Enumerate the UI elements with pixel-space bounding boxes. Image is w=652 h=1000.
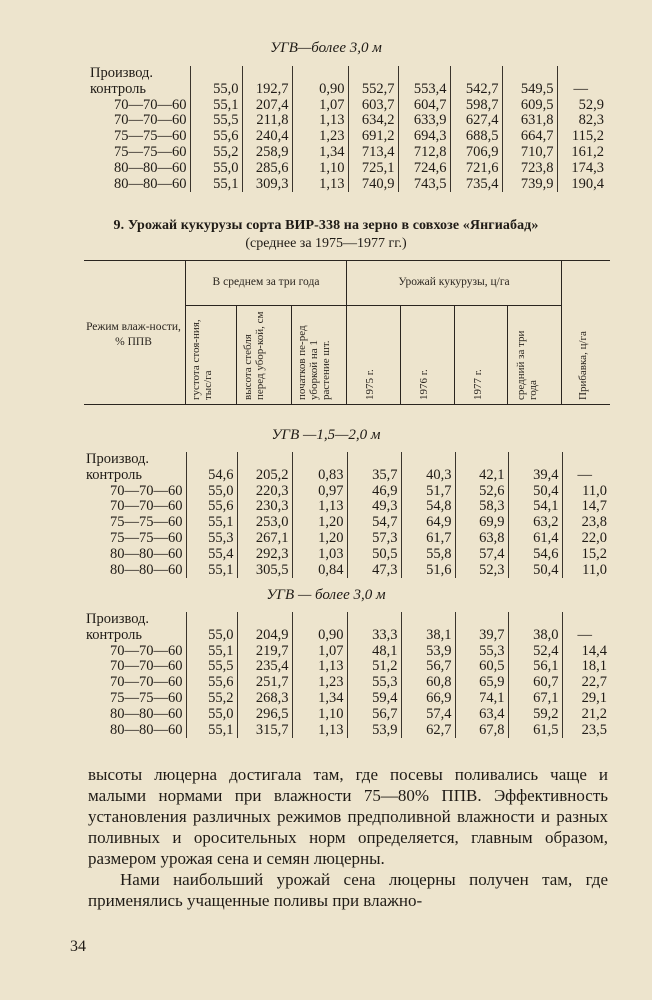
table-cell: 604,7 xyxy=(398,98,450,114)
table-cell: 743,5 xyxy=(398,177,450,193)
table-cell: 1,07 xyxy=(292,98,348,114)
table-cell: 1,03 xyxy=(292,547,347,563)
table-cell: 51,6 xyxy=(401,563,455,579)
row-label: 80—80—60 xyxy=(110,705,183,722)
table-row xyxy=(86,547,610,563)
table-cell: 55,1 xyxy=(186,563,237,579)
table-cell: 55,4 xyxy=(186,547,237,563)
table-row xyxy=(90,177,607,193)
table-cell: 66,9 xyxy=(401,691,455,707)
table-cell: 49,3 xyxy=(347,499,401,515)
table-cell: 691,2 xyxy=(348,129,398,145)
table-row xyxy=(86,628,610,644)
header-divider xyxy=(291,305,292,404)
empty-cell xyxy=(292,452,347,468)
table-row xyxy=(86,484,610,500)
table-row xyxy=(90,161,607,177)
header-group-avg: В среднем за три года xyxy=(212,276,320,288)
table-cell: 62,7 xyxy=(401,723,455,739)
table-row xyxy=(90,145,607,161)
table-cell: 51,7 xyxy=(401,484,455,500)
table-cell: 1,20 xyxy=(292,531,347,547)
row-label: 80—80—60 xyxy=(114,159,187,176)
header-divider xyxy=(400,305,401,404)
empty-cell xyxy=(562,452,610,468)
table-row xyxy=(86,499,610,515)
row-label: 70—70—60 xyxy=(110,482,183,499)
table-cell: 55,0 xyxy=(186,628,237,644)
table-cell: 55,1 xyxy=(186,723,237,739)
table-cell: 55,0 xyxy=(186,484,237,500)
table-cell: — xyxy=(557,82,607,98)
table-cell: 268,3 xyxy=(237,691,292,707)
table9-section-b xyxy=(86,612,610,738)
table-cell: 74,1 xyxy=(455,691,508,707)
table-cell: 42,1 xyxy=(455,468,508,484)
table-cell: 285,6 xyxy=(242,161,292,177)
table-cell: 59,4 xyxy=(347,691,401,707)
table-cell: 69,9 xyxy=(455,515,508,531)
header-col-1977: 1977 г. xyxy=(472,369,484,400)
empty-cell xyxy=(186,612,237,628)
table-cell: 55,1 xyxy=(186,515,237,531)
table-cell: 35,7 xyxy=(347,468,401,484)
table-cell: 22,0 xyxy=(562,531,610,547)
table-cell: 55,0 xyxy=(190,161,242,177)
table-cell: 0,90 xyxy=(292,82,348,98)
table9-section-a xyxy=(86,452,610,578)
row-label: 70—70—60 xyxy=(110,498,183,515)
row-label: 80—80—60 xyxy=(114,175,187,192)
table-cell: 48,1 xyxy=(347,644,401,660)
table-cell: 52,3 xyxy=(455,563,508,579)
empty-cell xyxy=(242,66,292,82)
table-cell: 0,90 xyxy=(292,628,347,644)
table-cell: 55,5 xyxy=(186,659,237,675)
header-divider xyxy=(507,305,508,404)
table-cell: 60,8 xyxy=(401,675,455,691)
table-cell: 634,2 xyxy=(348,113,398,129)
table-cell: 664,7 xyxy=(502,129,557,145)
table-cell: 56,7 xyxy=(401,659,455,675)
table-cell: 55,3 xyxy=(455,644,508,660)
empty-cell xyxy=(398,66,450,82)
table-cell: 56,1 xyxy=(508,659,562,675)
table-cell: 59,2 xyxy=(508,707,562,723)
table-cell: 60,5 xyxy=(455,659,508,675)
empty-cell xyxy=(508,452,562,468)
table-cell: 47,3 xyxy=(347,563,401,579)
header-divider xyxy=(454,305,455,404)
empty-cell xyxy=(401,452,455,468)
row-label: контроль xyxy=(86,626,142,643)
row-label: 75—75—60 xyxy=(114,143,187,160)
table-cell: 627,4 xyxy=(450,113,502,129)
table-cell: 204,9 xyxy=(237,628,292,644)
empty-cell xyxy=(450,66,502,82)
table-cell: 553,4 xyxy=(398,82,450,98)
header-col-height: высота стебля перед убор-кой, см xyxy=(242,311,266,400)
table-cell: 315,7 xyxy=(237,723,292,739)
table-cell: 724,6 xyxy=(398,161,450,177)
empty-cell xyxy=(292,66,348,82)
table-cell: 55,3 xyxy=(186,531,237,547)
table-cell: 688,5 xyxy=(450,129,502,145)
table-cell: 61,7 xyxy=(401,531,455,547)
table-cell: 55,0 xyxy=(190,82,242,98)
table-row xyxy=(86,452,610,468)
table-cell: 57,3 xyxy=(347,531,401,547)
table-cell: 11,0 xyxy=(562,563,610,579)
table-cell: 598,7 xyxy=(450,98,502,114)
table-cell: 54,1 xyxy=(508,499,562,515)
table-cell: 46,9 xyxy=(347,484,401,500)
table-cell: 82,3 xyxy=(557,113,607,129)
row-label: 80—80—60 xyxy=(110,545,183,562)
empty-cell xyxy=(401,612,455,628)
table-cell: 251,7 xyxy=(237,675,292,691)
empty-cell xyxy=(455,452,508,468)
table-cell: 52,9 xyxy=(557,98,607,114)
table-row xyxy=(86,723,610,739)
table-cell: 63,2 xyxy=(508,515,562,531)
empty-cell xyxy=(348,66,398,82)
table-cell: 609,5 xyxy=(502,98,557,114)
row-label: 70—70—60 xyxy=(110,658,183,675)
paragraph: Нами наибольший урожай сена люцерны получен там, где применялись учащенные поливы при влажно- xyxy=(88,870,608,910)
row-label: Производ. xyxy=(86,451,150,467)
table-cell: 55,2 xyxy=(186,691,237,707)
table-cell: 1,13 xyxy=(292,177,348,193)
table-cell: 735,4 xyxy=(450,177,502,193)
table-cell: 55,5 xyxy=(190,113,242,129)
table-cell: 55,6 xyxy=(186,675,237,691)
table-cell: 710,7 xyxy=(502,145,557,161)
table-cell: 54,6 xyxy=(186,468,237,484)
table-cell: 55,0 xyxy=(186,707,237,723)
table-cell: 61,4 xyxy=(508,531,562,547)
table-cell: 55,8 xyxy=(401,547,455,563)
table-row xyxy=(86,563,610,579)
section1-title: УГВ—более 3,0 м xyxy=(270,40,382,56)
table-cell: 55,1 xyxy=(190,177,242,193)
row-label: 70—70—60 xyxy=(110,642,183,659)
table-cell: 721,6 xyxy=(450,161,502,177)
table-cell: 67,1 xyxy=(508,691,562,707)
header-divider xyxy=(236,305,237,404)
table-cell: 211,8 xyxy=(242,113,292,129)
table-row xyxy=(86,515,610,531)
header-divider xyxy=(346,261,347,404)
table-cell: 64,9 xyxy=(401,515,455,531)
table-cell: 230,3 xyxy=(237,499,292,515)
table9-section-a-title: УГВ —1,5—2,0 м xyxy=(271,427,381,443)
row-label: 80—80—60 xyxy=(110,721,183,738)
row-label: Производ. xyxy=(86,611,150,627)
table-cell: 14,4 xyxy=(562,644,610,660)
table-cell: 542,7 xyxy=(450,82,502,98)
table-cell: 706,9 xyxy=(450,145,502,161)
table-cell: 38,1 xyxy=(401,628,455,644)
row-label: 75—75—60 xyxy=(110,689,183,706)
table-cell: 305,5 xyxy=(237,563,292,579)
header-col-1976: 1976 г. xyxy=(418,369,430,400)
table-cell: 1,10 xyxy=(292,707,347,723)
table-cell: 712,8 xyxy=(398,145,450,161)
table-cell: 258,9 xyxy=(242,145,292,161)
empty-cell xyxy=(237,452,292,468)
table-cell: 15,2 xyxy=(562,547,610,563)
table-cell: 1,34 xyxy=(292,145,348,161)
header-group-yield: Урожай кукурузы, ц/га xyxy=(398,276,510,288)
table-cell: — xyxy=(562,468,610,484)
table-cell: 1,07 xyxy=(292,644,347,660)
header-col-1975: 1975 г. xyxy=(364,369,376,400)
table-cell: 55,1 xyxy=(186,644,237,660)
table-cell: 29,1 xyxy=(562,691,610,707)
table-cell: 52,6 xyxy=(455,484,508,500)
row-label: контроль xyxy=(86,466,142,483)
table-cell: 55,6 xyxy=(186,499,237,515)
table-cell: 40,3 xyxy=(401,468,455,484)
table-cell: 739,9 xyxy=(502,177,557,193)
table-cell: 54,6 xyxy=(508,547,562,563)
row-label: 75—75—60 xyxy=(110,529,183,546)
table-cell: 240,4 xyxy=(242,129,292,145)
table-cell: 1,13 xyxy=(292,659,347,675)
table-cell: 51,2 xyxy=(347,659,401,675)
table-row xyxy=(86,691,610,707)
table-cell: 549,5 xyxy=(502,82,557,98)
table-cell: 1,10 xyxy=(292,161,348,177)
table-cell: 39,7 xyxy=(455,628,508,644)
empty-cell xyxy=(186,452,237,468)
table-cell: 50,5 xyxy=(347,547,401,563)
table-cell: 57,4 xyxy=(401,707,455,723)
header-col-cobs: початков пе-ред уборкой на 1 растение шт. xyxy=(296,325,332,400)
table-cell: 296,5 xyxy=(237,707,292,723)
table9-title: 9. Урожай кукурузы сорта ВИР-338 на зерно в совхозе «Янгиабад» xyxy=(113,218,539,233)
table-cell: 53,9 xyxy=(401,644,455,660)
table-cell: 1,34 xyxy=(292,691,347,707)
paragraph: высоты люцерна достигала там, где посевы поливались чаще и малыми нормами при влажности 75—80% ППВ. Эффективность установления различных режимов предполивной влажности и разных поливных и оросительных норм определяется, главным образом, размером урожая сена и семян люцерны. xyxy=(88,765,608,868)
table-cell: 60,7 xyxy=(508,675,562,691)
table9-section-b-title: УГВ — более 3,0 м xyxy=(266,587,386,603)
table-cell: 190,4 xyxy=(557,177,607,193)
table-cell: 50,4 xyxy=(508,563,562,579)
table-cell: 21,2 xyxy=(562,707,610,723)
table-cell: 33,3 xyxy=(347,628,401,644)
table-cell: 725,1 xyxy=(348,161,398,177)
row-label: контроль xyxy=(90,80,146,97)
table-cell: 55,6 xyxy=(190,129,242,145)
table-row xyxy=(90,98,607,114)
body-text xyxy=(88,764,608,911)
table-cell: 603,7 xyxy=(348,98,398,114)
table-row xyxy=(86,707,610,723)
table-cell: 740,9 xyxy=(348,177,398,193)
table-cell: 0,83 xyxy=(292,468,347,484)
table-cell: 39,4 xyxy=(508,468,562,484)
table-cell: 14,7 xyxy=(562,499,610,515)
table-row xyxy=(86,531,610,547)
table-cell: 65,9 xyxy=(455,675,508,691)
table-cell: 67,8 xyxy=(455,723,508,739)
header-col-increase: Прибавка, ц/га xyxy=(577,331,589,400)
table-cell: 1,23 xyxy=(292,675,347,691)
table-row xyxy=(86,468,610,484)
table-cell: 309,3 xyxy=(242,177,292,193)
table-cell: 38,0 xyxy=(508,628,562,644)
table-row xyxy=(90,66,607,82)
empty-cell xyxy=(508,612,562,628)
row-label: 75—75—60 xyxy=(114,128,187,145)
header-divider xyxy=(561,261,562,404)
empty-cell xyxy=(190,66,242,82)
empty-cell xyxy=(347,452,401,468)
table-cell: 50,4 xyxy=(508,484,562,500)
table-cell: 192,7 xyxy=(242,82,292,98)
table-cell: 22,7 xyxy=(562,675,610,691)
table-cell: 57,4 xyxy=(455,547,508,563)
table-cell: 23,8 xyxy=(562,515,610,531)
row-label: 75—75—60 xyxy=(110,514,183,531)
header-col-density: густота стоя-ния, тыс/га xyxy=(190,319,214,400)
table-cell: 220,3 xyxy=(237,484,292,500)
empty-cell xyxy=(557,66,607,82)
header-divider xyxy=(185,261,186,404)
table-cell: 1,13 xyxy=(292,499,347,515)
table-cell: 1,20 xyxy=(292,515,347,531)
table-cell: 63,8 xyxy=(455,531,508,547)
table-cell: 267,1 xyxy=(237,531,292,547)
table-row xyxy=(90,82,607,98)
table-row xyxy=(90,129,607,145)
header-col-average: средний за три года xyxy=(515,330,539,400)
table-row xyxy=(86,659,610,675)
table-row xyxy=(86,644,610,660)
table-cell: 23,5 xyxy=(562,723,610,739)
table-cell: 694,3 xyxy=(398,129,450,145)
table9-subtitle: (среднее за 1975—1977 гг.) xyxy=(245,236,407,251)
row-label: Производ. xyxy=(90,65,154,81)
header-bottom-rule xyxy=(84,404,610,405)
empty-cell xyxy=(237,612,292,628)
table-cell: 1,23 xyxy=(292,129,348,145)
table-cell: 55,3 xyxy=(347,675,401,691)
table-cell: 18,1 xyxy=(562,659,610,675)
table-cell: 55,2 xyxy=(190,145,242,161)
section1-table xyxy=(90,66,607,192)
table-cell: 53,9 xyxy=(347,723,401,739)
header-top-rule xyxy=(84,260,610,261)
table-cell: 219,7 xyxy=(237,644,292,660)
row-label: 70—70—60 xyxy=(114,96,187,113)
table-cell: 205,2 xyxy=(237,468,292,484)
table-cell: 1,13 xyxy=(292,723,347,739)
header-regime: Режим влаж-ности, % ППВ xyxy=(86,321,181,348)
table-cell: 723,8 xyxy=(502,161,557,177)
table-cell: 713,4 xyxy=(348,145,398,161)
row-label: 80—80—60 xyxy=(110,561,183,578)
table-cell: 11,0 xyxy=(562,484,610,500)
page-number: 34 xyxy=(70,938,86,955)
table-cell: 115,2 xyxy=(557,129,607,145)
empty-cell xyxy=(292,612,347,628)
header-group-rule xyxy=(186,305,561,306)
table-cell: 0,97 xyxy=(292,484,347,500)
row-label: 70—70—60 xyxy=(110,674,183,691)
row-label: 70—70—60 xyxy=(114,112,187,129)
table-cell: 292,3 xyxy=(237,547,292,563)
table-cell: 235,4 xyxy=(237,659,292,675)
empty-cell xyxy=(502,66,557,82)
table-cell: 54,8 xyxy=(401,499,455,515)
table-cell: 0,84 xyxy=(292,563,347,579)
empty-cell xyxy=(562,612,610,628)
table-cell: 54,7 xyxy=(347,515,401,531)
empty-cell xyxy=(455,612,508,628)
table-cell: 55,1 xyxy=(190,98,242,114)
table-cell: 174,3 xyxy=(557,161,607,177)
table-cell: 58,3 xyxy=(455,499,508,515)
table-cell: — xyxy=(562,628,610,644)
table-cell: 52,4 xyxy=(508,644,562,660)
empty-cell xyxy=(347,612,401,628)
table-row xyxy=(86,675,610,691)
table-cell: 253,0 xyxy=(237,515,292,531)
table-cell: 207,4 xyxy=(242,98,292,114)
table-cell: 552,7 xyxy=(348,82,398,98)
table-row xyxy=(90,113,607,129)
table-cell: 63,4 xyxy=(455,707,508,723)
table-cell: 633,9 xyxy=(398,113,450,129)
table-cell: 61,5 xyxy=(508,723,562,739)
table-cell: 1,13 xyxy=(292,113,348,129)
table-row xyxy=(86,612,610,628)
table-cell: 161,2 xyxy=(557,145,607,161)
table-cell: 56,7 xyxy=(347,707,401,723)
table-cell: 631,8 xyxy=(502,113,557,129)
